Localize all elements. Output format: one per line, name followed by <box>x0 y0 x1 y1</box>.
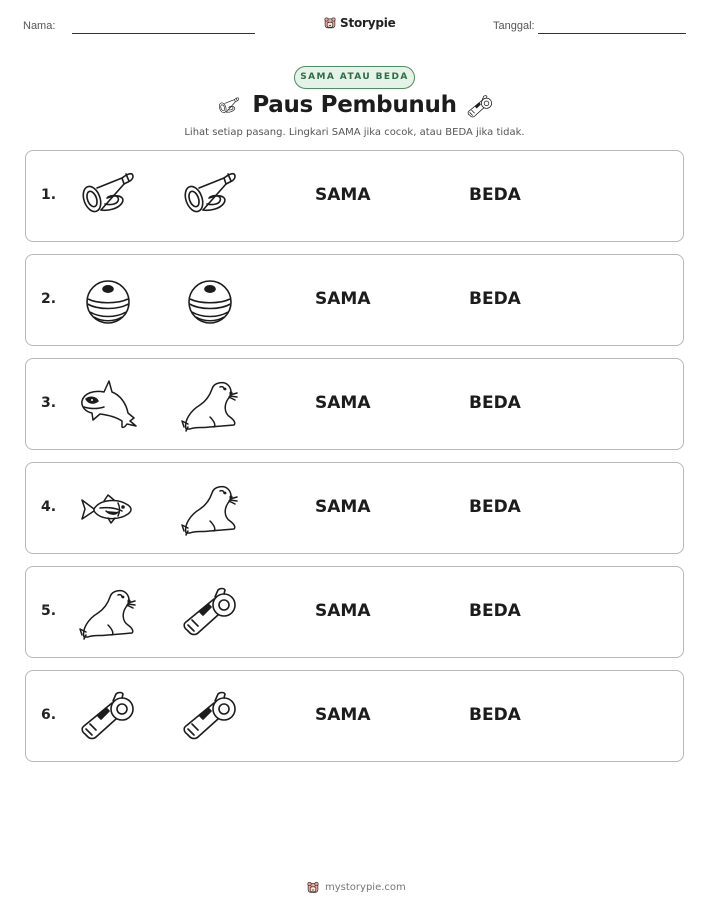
same-option[interactable]: SAMA <box>315 601 371 621</box>
footer <box>306 880 406 895</box>
storypie-mascot-icon <box>306 880 320 895</box>
whistle-icon <box>180 585 240 641</box>
same-option[interactable]: SAMA <box>315 705 371 725</box>
worksheet-title: Paus Pembunuh <box>252 92 457 118</box>
different-option[interactable]: BEDA <box>469 497 521 517</box>
buoy-icon <box>180 273 240 329</box>
different-option[interactable]: BEDA <box>469 601 521 621</box>
question-number: 5. <box>41 603 57 619</box>
question-row <box>25 566 684 658</box>
brand-name: Storypie <box>340 16 396 30</box>
question-row <box>25 254 684 346</box>
same-option[interactable]: SAMA <box>315 185 371 205</box>
worksheet-header <box>0 0 709 50</box>
different-option[interactable]: BEDA <box>469 705 521 725</box>
same-option[interactable]: SAMA <box>315 497 371 517</box>
horn-icon <box>180 169 240 225</box>
footer-url[interactable]: mystorypie.com <box>325 882 406 893</box>
different-option[interactable]: BEDA <box>469 289 521 309</box>
seal-icon <box>78 585 138 641</box>
whistle-icon <box>465 94 495 120</box>
question-number: 3. <box>41 395 57 411</box>
different-option[interactable]: BEDA <box>469 393 521 413</box>
orca-icon <box>78 377 138 433</box>
seal-icon <box>180 377 240 433</box>
name-field-line[interactable] <box>72 33 255 34</box>
different-option[interactable]: BEDA <box>469 185 521 205</box>
question-number: 1. <box>41 187 57 203</box>
whistle-icon <box>78 689 138 745</box>
question-row <box>25 462 684 554</box>
storypie-mascot-icon <box>323 15 337 31</box>
horn-icon <box>78 169 138 225</box>
fish-icon <box>78 481 138 537</box>
seal-icon <box>180 481 240 537</box>
question-row <box>25 150 684 242</box>
brand-logo <box>323 13 396 33</box>
buoy-icon <box>78 273 138 329</box>
question-number: 4. <box>41 499 57 515</box>
date-label: Tanggal: <box>493 20 535 32</box>
date-field-line[interactable] <box>538 33 686 34</box>
name-label: Nama: <box>23 20 56 32</box>
question-number: 2. <box>41 291 57 307</box>
question-row <box>25 358 684 450</box>
activity-badge: SAMA ATAU BEDA <box>294 66 415 89</box>
same-option[interactable]: SAMA <box>315 289 371 309</box>
question-number: 6. <box>41 707 57 723</box>
question-row <box>25 670 684 762</box>
instructions: Lihat setiap pasang. Lingkari SAMA jika cocok, atau BEDA jika tidak. <box>184 127 525 138</box>
same-option[interactable]: SAMA <box>315 393 371 413</box>
whistle-icon <box>180 689 240 745</box>
